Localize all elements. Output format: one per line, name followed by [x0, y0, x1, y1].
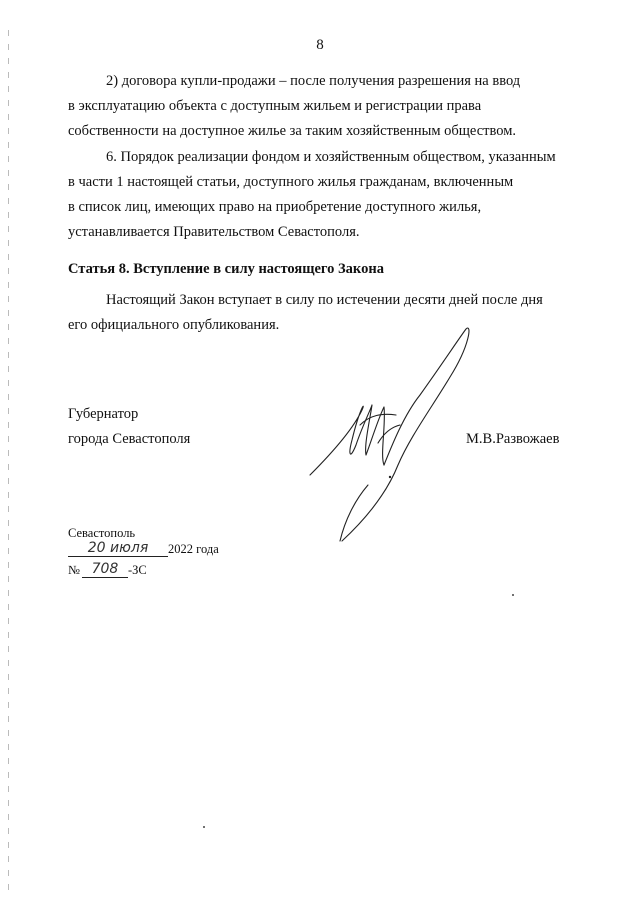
text-line: в эксплуатацию объекта с доступным жильем и регистрации права: [68, 98, 482, 114]
handwritten-date: 20 июля: [68, 540, 168, 557]
text-line: в список лиц, имеющих право на приобретение доступного жилья,: [68, 199, 482, 215]
signatory-name: М.В.Развожаев: [466, 431, 560, 447]
signature-dot: [389, 476, 391, 478]
date-year: 2022 года: [168, 542, 219, 556]
handwritten-signature: [300, 315, 480, 545]
signatory-title: Губернатор: [68, 406, 139, 422]
handwritten-number: 708: [82, 561, 128, 578]
place-of-signing: Севастополь: [68, 526, 136, 540]
page-number: 8: [316, 37, 324, 53]
text-line: 2) договора купли-продажи – после получения разрешения на ввод: [106, 73, 521, 89]
text-line: в части 1 настоящей статьи, доступного жилья гражданам, включенным: [68, 174, 514, 190]
number-sign: №: [68, 563, 80, 577]
article-heading: Статья 8. Вступление в силу настоящего Закона: [68, 261, 384, 277]
text-line: 6. Порядок реализации фондом и хозяйственным обществом, указанным: [106, 149, 556, 165]
scan-margin-mark: [8, 30, 9, 890]
text-line: Настоящий Закон вступает в силу по истечении десяти дней после дня: [106, 292, 543, 308]
scan-speck: [512, 594, 514, 596]
paragraph-item-2: [68, 69, 576, 144]
number-suffix: -ЗС: [127, 563, 147, 577]
text-line: собственности на доступное жилье за таким хозяйственным обществом.: [68, 123, 517, 139]
scan-speck: [203, 826, 205, 828]
text-line: его официального опубликования.: [68, 317, 280, 333]
signing-date: [68, 540, 219, 557]
paragraph-point-6: [68, 145, 576, 245]
text-line: устанавливается Правительством Севастополя.: [68, 224, 360, 240]
law-number: [68, 561, 147, 578]
signatory-city: города Севастополя: [68, 431, 191, 447]
